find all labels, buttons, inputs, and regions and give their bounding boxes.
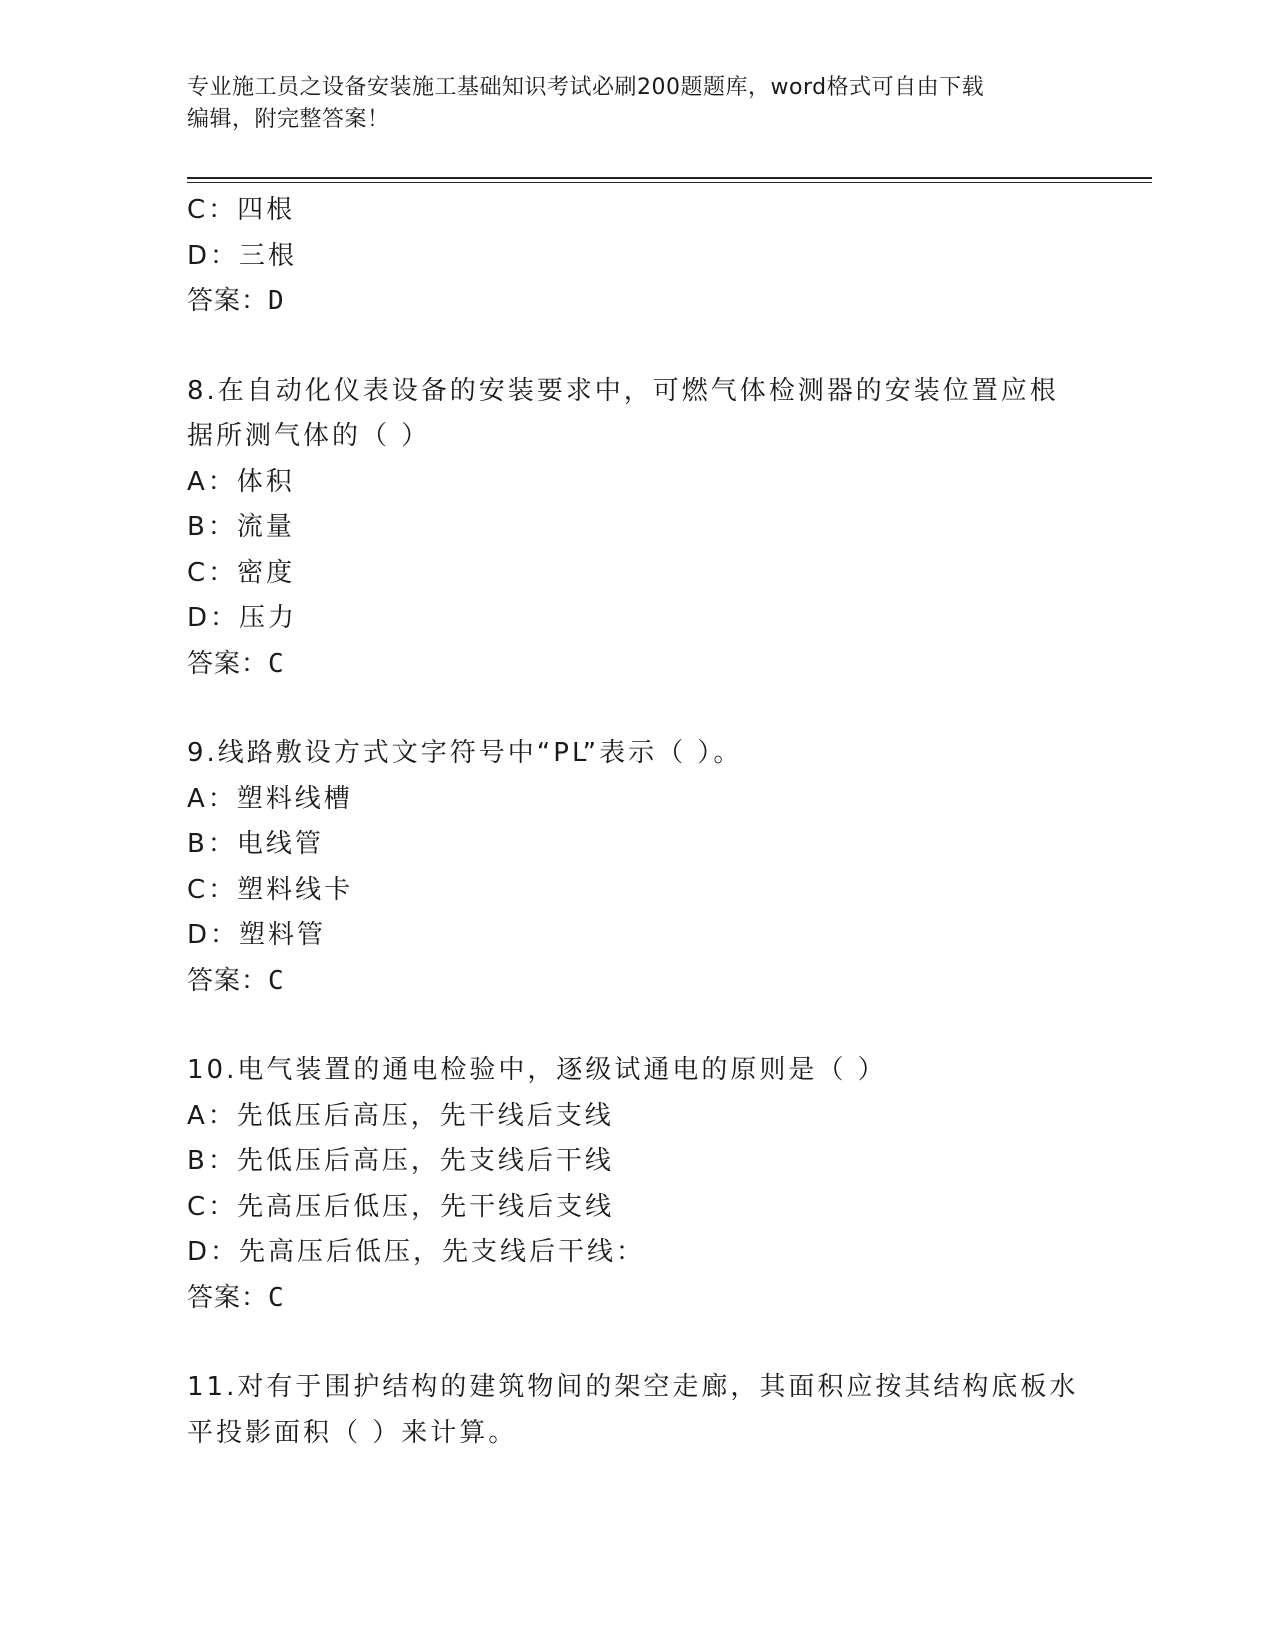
- answer: 答案：C: [187, 648, 285, 679]
- header-divider-thin: [187, 182, 1152, 183]
- answer: 答案：D: [187, 286, 285, 316]
- answer: 答案：C: [187, 965, 285, 996]
- option-c: C：塑料线卡: [187, 874, 354, 905]
- option-c: C：密度: [187, 557, 296, 588]
- header-line-2: 编辑，附完整答案！: [187, 107, 390, 132]
- question-text: 10.电气装置的通电检验中，逐级试通电的原则是（ ）: [187, 1055, 887, 1085]
- question-9: [187, 731, 1152, 1004]
- option-a: A：体积: [187, 466, 295, 497]
- question-7-continued: [187, 188, 1152, 325]
- option-c: C：先高压后低压，先干线后支线: [187, 1191, 615, 1222]
- option-d: D：先高压后低压，先支线后干线：: [187, 1237, 646, 1267]
- option-d: D：塑料管: [187, 920, 327, 950]
- header-divider-thick: [187, 177, 1152, 179]
- document-header: [187, 72, 1067, 136]
- question-text: 9.线路敷设方式文字符号中“PL”表示（ ）。: [187, 738, 743, 768]
- question-text: 8.在自动化仪表设备的安装要求中，可燃气体检测器的安装位置应根: [187, 375, 1059, 406]
- answer: 答案：C: [187, 1282, 285, 1313]
- option-b: B：先低压后高压，先支线后干线: [187, 1146, 614, 1176]
- question-11: [187, 1365, 1152, 1456]
- option-d: D：压力: [187, 603, 298, 633]
- question-text: 11.对有于围护结构的建筑物间的架空走廊，其面积应按其结构底板水: [187, 1372, 1079, 1402]
- header-line-1: 专业施工员之设备安装施工基础知识考试必刷200题题库，word格式可自由下载: [187, 75, 985, 100]
- option-d: D：三根: [187, 240, 298, 271]
- question-8: [187, 369, 1152, 688]
- option-b: B：流量: [187, 512, 295, 542]
- question-text: 据所测气体的（ ）: [187, 421, 431, 451]
- question-text: 平投影面积（ ）来计算。: [187, 1417, 518, 1448]
- option-b: B：电线管: [187, 829, 324, 859]
- question-10: [187, 1048, 1152, 1321]
- question-list: [187, 188, 1152, 1456]
- option-c: C：四根: [187, 195, 296, 225]
- option-a: A：塑料线槽: [187, 783, 353, 814]
- option-a: A：先低压后高压，先干线后支线: [187, 1100, 614, 1131]
